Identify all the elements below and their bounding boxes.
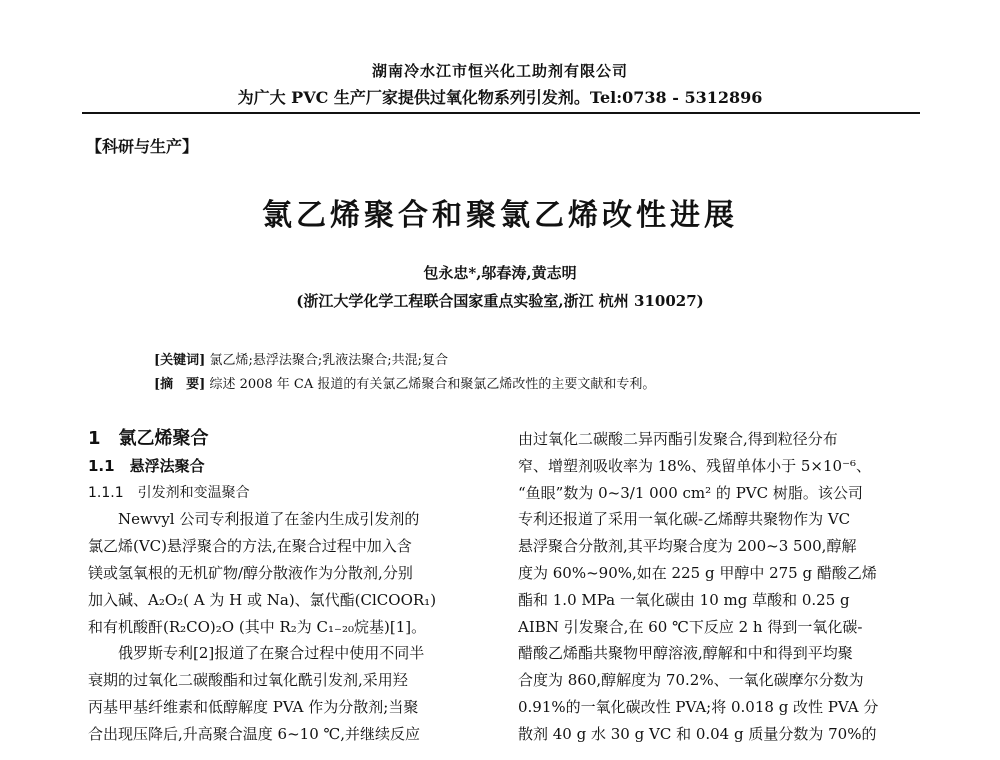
paragraph-line: 丙基甲基纤维素和低醇解度 PVA 作为分散剂;当聚: [88, 697, 419, 716]
paragraph-line: 由过氧化二碳酸二异丙酯引发聚合,得到粒径分布: [518, 430, 838, 448]
paragraph-line: 醋酸乙烯酯共聚物甲醇溶液,醇解和中和得到平均聚: [518, 644, 853, 663]
journal-header: [0, 60, 1000, 108]
body-right-column: [518, 426, 918, 748]
paragraph-line: 散剂 40 g 水 30 g VC 和 0.04 g 质量分数为 70%的: [518, 724, 877, 743]
paragraph-line: 专利还报道了采用一氧化碳-乙烯醇共聚物作为 VC: [518, 510, 851, 529]
paragraph-line: 酯和 1.0 MPa 一氧化碳由 10 mg 草酸和 0.25 g: [518, 590, 850, 609]
paragraph-line: 悬浮聚合分散剂,其平均聚合度为 200~3 500,醇解: [518, 537, 857, 556]
keywords-label: [关键词]: [154, 353, 206, 368]
abstract-label: [摘 要]: [154, 377, 206, 392]
abstract-text: 综述 2008 年 CA 报道的有关氯乙烯聚合和聚氯乙烯改性的主要文献和专利。: [209, 377, 656, 392]
paragraph-line: 加入碱、A₂O₂( A 为 H 或 Na)、氯代酯(ClCOOR₁): [88, 590, 437, 609]
paragraph-line: 窄、增塑剂吸收率为 18%、残留单体小于 5×10⁻⁶、: [518, 456, 872, 475]
paragraph-line: 镁或氢氧根的无机矿物/醇分散液作为分散剂,分别: [88, 563, 413, 582]
keywords-text: 氯乙烯;悬浮法聚合;乳液法聚合;共混;复合: [209, 353, 448, 368]
paragraph-line: 0.91%的一氧化碳改性 PVA;将 0.018 g 改性 PVA 分: [518, 697, 879, 716]
paragraph-line: 合度为 860,醇解度为 70.2%、一氧化碳摩尔分数为: [518, 671, 864, 690]
company-tagline: 为广大 PVC 生产厂家提供过氧化物系列引发剂。Tel:0738 - 5312896: [237, 88, 763, 107]
paragraph-line: 合出现压降后,升高聚合温度 6~10 ℃,并继续反应: [88, 724, 421, 743]
company-name: 湖南冷水江市恒兴化工助剂有限公司: [371, 62, 628, 80]
affiliation: (浙江大学化学工程联合国家重点实验室,浙江 杭州 310027): [296, 292, 704, 310]
header-rule: [82, 112, 920, 114]
paragraph-line: Newvyl 公司专利报道了在釜内生成引发剂的: [118, 510, 420, 529]
paragraph-line: 俄罗斯专利[2]报道了在聚合过程中使用不同半: [118, 644, 425, 663]
paragraph-line: AIBN 引发聚合,在 60 ℃下反应 2 h 得到一氧化碳-: [518, 617, 863, 636]
keywords: [154, 349, 448, 368]
subsubsection-heading: 1.1.1 引发剂和变温聚合: [88, 484, 250, 501]
paragraph-line: 度为 60%~90%,如在 225 g 甲醇中 275 g 醋酸乙烯: [518, 563, 877, 582]
section-heading: 1 氯乙烯聚合: [88, 428, 209, 449]
section-tag: 【科研与生产】: [86, 137, 199, 156]
paragraph-line: 氯乙烯(VC)悬浮聚合的方法,在聚合过程中加入含: [88, 537, 412, 556]
paragraph-line: 衰期的过氧化二碳酸酯和过氧化酰引发剂,采用羟: [88, 671, 408, 690]
paragraph-line: “鱼眼”数为 0~3/1 000 cm² 的 PVC 树脂。该公司: [518, 483, 863, 502]
abstract: [154, 373, 655, 392]
paper-title: 氯乙烯聚合和聚氯乙烯改性进展: [262, 198, 738, 233]
body-left-column: [88, 426, 488, 748]
authors: 包永忠*,邬春涛,黄志明: [423, 264, 577, 282]
subsection-heading: 1.1 悬浮法聚合: [88, 456, 205, 475]
paragraph-line: 和有机酸酐(R₂CO)₂O (其中 R₂为 C₁₋₂₀烷基)[1]。: [88, 617, 427, 636]
